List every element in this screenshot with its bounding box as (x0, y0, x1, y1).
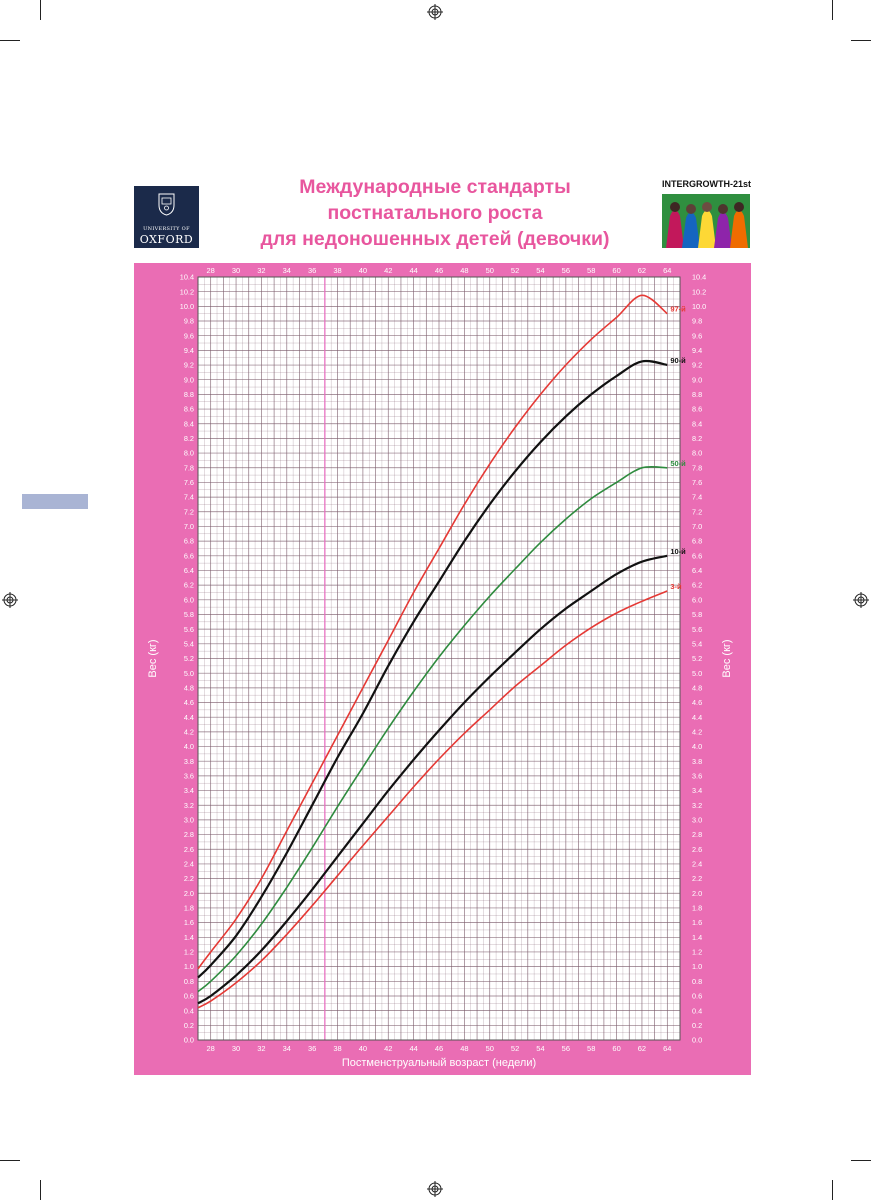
y-tick-label-right: 7.8 (692, 463, 703, 473)
logo-university-of: UNIVERSITY OF (143, 226, 190, 232)
y-tick-label-right: 9.2 (692, 360, 703, 370)
y-tick-label-right: 3.6 (692, 771, 703, 781)
y-tick-label-left: 3.2 (183, 800, 194, 810)
y-tick-label-left: 6.4 (183, 566, 194, 576)
registration-mark-icon (427, 4, 443, 20)
x-tick-label-top: 34 (282, 266, 291, 275)
y-tick-label-right: 0.6 (692, 991, 703, 1001)
x-tick-label-top: 28 (206, 266, 215, 275)
x-tick-label-top: 44 (409, 266, 418, 275)
y-tick-label-left: 8.2 (183, 434, 194, 444)
y-tick-label-right: 0.8 (692, 976, 703, 986)
y-tick-label-right: 2.4 (692, 859, 703, 869)
x-tick-label-bottom: 44 (409, 1044, 418, 1053)
x-tick-label-bottom: 52 (510, 1044, 520, 1053)
series-label: 50-й (670, 458, 686, 468)
y-tick-label-right: 7.6 (692, 478, 703, 488)
x-tick-label-bottom: 42 (384, 1044, 393, 1053)
y-tick-label-right: 8.0 (692, 448, 703, 458)
y-tick-label-left: 1.6 (183, 918, 194, 928)
y-tick-label-left: 9.2 (183, 360, 194, 370)
y-tick-label-left: 8.0 (183, 448, 194, 458)
y-tick-label-left: 5.6 (183, 624, 194, 634)
y-tick-label-left: 4.0 (183, 742, 194, 752)
x-tick-label-top: 58 (587, 266, 596, 275)
y-tick-label-right: 0.0 (692, 1035, 703, 1045)
x-tick-label-bottom: 40 (358, 1044, 368, 1053)
x-tick-label-top: 48 (460, 266, 469, 275)
y-tick-label-left: 2.8 (183, 830, 194, 840)
y-tick-label-left: 8.8 (183, 389, 194, 399)
oxford-crest-icon (158, 192, 175, 216)
y-tick-label-right: 3.8 (692, 756, 703, 766)
y-tick-label-right: 10.2 (692, 287, 707, 297)
y-tick-label-right: 3.4 (692, 786, 703, 796)
y-tick-label-right: 8.6 (692, 404, 703, 414)
chart-frame (134, 263, 751, 1075)
chart-header (120, 166, 751, 258)
y-tick-label-left: 7.6 (183, 478, 194, 488)
y-tick-label-right: 10.0 (692, 301, 707, 311)
series-label: 90-й (670, 356, 686, 366)
y-tick-label-left: 2.2 (183, 874, 194, 884)
y-tick-label-right: 0.2 (692, 1020, 703, 1030)
y-tick-label-right: 4.8 (692, 683, 703, 693)
y-tick-label-right: 4.0 (692, 742, 703, 752)
y-tick-label-right: 6.2 (692, 580, 703, 590)
x-tick-label-bottom: 34 (282, 1044, 291, 1053)
y-tick-label-right: 4.4 (692, 712, 703, 722)
x-tick-label-top: 56 (561, 266, 571, 275)
x-tick-label-bottom: 54 (536, 1044, 545, 1053)
x-tick-label-bottom: 56 (561, 1044, 571, 1053)
x-tick-label-top: 60 (612, 266, 621, 275)
series-label: 3-й (670, 582, 682, 592)
y-tick-label-left: 9.0 (183, 375, 194, 385)
y-tick-label-right: 3.0 (692, 815, 703, 825)
x-tick-label-bottom: 38 (333, 1044, 342, 1053)
y-tick-label-left: 4.4 (183, 712, 194, 722)
x-tick-label-bottom: 30 (231, 1044, 241, 1053)
y-tick-label-right: 6.6 (692, 551, 703, 561)
y-tick-label-left: 7.2 (183, 507, 194, 517)
y-tick-label-right: 10.4 (692, 272, 707, 282)
y-tick-label-left: 5.8 (183, 610, 194, 620)
x-tick-label-bottom: 62 (637, 1044, 647, 1053)
y-tick-label-right: 9.4 (692, 345, 703, 355)
y-tick-label-right: 5.4 (692, 639, 703, 649)
registration-mark-icon (2, 592, 18, 608)
x-tick-label-bottom: 36 (307, 1044, 317, 1053)
y-tick-label-left: 3.8 (183, 756, 194, 766)
logo-oxford: OXFORD (139, 233, 194, 246)
registration-mark-icon (427, 1181, 443, 1197)
y-tick-label-left: 9.6 (183, 331, 194, 341)
x-tick-label-bottom: 60 (612, 1044, 621, 1053)
women-illustration-icon (662, 194, 750, 248)
y-tick-label-left: 2.4 (183, 859, 194, 869)
y-tick-label-right: 7.0 (692, 522, 703, 532)
x-tick-label-top: 52 (510, 266, 520, 275)
y-tick-label-right: 6.0 (692, 595, 703, 605)
y-tick-label-left: 7.4 (183, 492, 194, 502)
x-tick-label-bottom: 28 (206, 1044, 215, 1053)
y-tick-label-left: 0.2 (183, 1020, 194, 1030)
x-tick-label-bottom: 48 (460, 1044, 469, 1053)
x-tick-label-top: 46 (434, 266, 444, 275)
y-tick-label-left: 0.0 (183, 1035, 194, 1045)
x-tick-label-bottom: 50 (485, 1044, 494, 1053)
x-tick-label-top: 54 (536, 266, 545, 275)
crop-mark-icon (832, 1180, 833, 1200)
series-label: 10-й (670, 546, 686, 556)
y-tick-label-right: 5.0 (692, 668, 703, 678)
y-tick-label-right: 8.8 (692, 389, 703, 399)
y-tick-label-right: 2.2 (692, 874, 703, 884)
oxford-logo (134, 186, 199, 248)
y-tick-label-left: 5.0 (183, 668, 194, 678)
y-tick-label-right: 5.6 (692, 624, 703, 634)
y-tick-label-left: 3.0 (183, 815, 194, 825)
x-tick-label-top: 62 (637, 266, 647, 275)
registration-mark-icon (853, 592, 869, 608)
y-axis-label-right: Вес (кг) (721, 639, 733, 678)
crop-mark-icon (832, 0, 833, 20)
x-tick-label-top: 40 (358, 266, 368, 275)
y-tick-label-right: 9.0 (692, 375, 703, 385)
y-tick-label-left: 5.2 (183, 654, 194, 664)
y-tick-label-right: 1.6 (692, 918, 703, 928)
y-tick-label-right: 1.4 (692, 932, 703, 942)
y-tick-label-right: 3.2 (692, 800, 703, 810)
y-tick-label-left: 6.0 (183, 595, 194, 605)
y-tick-label-right: 6.4 (692, 566, 703, 576)
y-tick-label-left: 1.2 (183, 947, 194, 957)
y-tick-label-left: 0.4 (183, 1006, 194, 1016)
x-tick-label-top: 50 (485, 266, 494, 275)
y-tick-label-left: 10.0 (179, 301, 194, 311)
y-tick-label-right: 9.8 (692, 316, 703, 326)
intergrowth-label: INTERGROWTH-21st (662, 179, 752, 189)
y-tick-label-left: 9.8 (183, 316, 194, 326)
y-tick-label-right: 8.2 (692, 434, 703, 444)
y-tick-label-left: 4.2 (183, 727, 194, 737)
y-tick-label-left: 6.6 (183, 551, 194, 561)
y-tick-label-left: 4.8 (183, 683, 194, 693)
x-tick-label-top: 38 (333, 266, 342, 275)
y-tick-label-left: 10.2 (179, 287, 194, 297)
y-tick-label-left: 2.6 (183, 844, 194, 854)
y-tick-label-left: 10.4 (179, 272, 194, 282)
x-tick-label-top: 42 (384, 266, 393, 275)
y-tick-label-right: 5.8 (692, 610, 703, 620)
title-line-3: для недоношенных детей (девочки) (260, 228, 610, 250)
y-tick-label-right: 2.0 (692, 888, 703, 898)
series-label: 97-й (670, 304, 686, 314)
crop-mark-icon (0, 40, 20, 41)
y-tick-label-left: 8.6 (183, 404, 194, 414)
y-tick-label-right: 2.8 (692, 830, 703, 840)
y-tick-label-right: 4.6 (692, 698, 703, 708)
y-tick-label-left: 7.0 (183, 522, 194, 532)
y-tick-label-right: 9.6 (692, 331, 703, 341)
y-tick-label-right: 1.2 (692, 947, 703, 957)
x-tick-label-top: 36 (307, 266, 317, 275)
y-tick-label-right: 8.4 (692, 419, 703, 429)
y-tick-label-left: 9.4 (183, 345, 194, 355)
y-tick-label-left: 0.6 (183, 991, 194, 1001)
y-tick-label-right: 5.2 (692, 654, 703, 664)
x-tick-label-bottom: 46 (434, 1044, 444, 1053)
x-tick-label-top: 30 (231, 266, 241, 275)
y-axis-label-left: Вес (кг) (147, 639, 159, 678)
y-tick-label-right: 7.4 (692, 492, 703, 502)
crop-mark-icon (0, 1160, 20, 1161)
x-tick-label-bottom: 32 (257, 1044, 266, 1053)
x-tick-label-top: 64 (663, 266, 672, 275)
page-title (220, 174, 650, 252)
y-tick-label-left: 4.6 (183, 698, 194, 708)
x-tick-label-bottom: 58 (587, 1044, 596, 1053)
title-line-1: Международные стандарты (299, 176, 571, 198)
title-line-2: постнатального роста (327, 202, 543, 224)
crop-mark-icon (40, 0, 41, 20)
growth-chart (134, 263, 751, 1075)
y-tick-label-right: 2.6 (692, 844, 703, 854)
y-tick-label-left: 0.8 (183, 976, 194, 986)
y-tick-label-left: 8.4 (183, 419, 194, 429)
y-tick-label-left: 1.0 (183, 962, 194, 972)
crop-mark-icon (851, 1160, 871, 1161)
y-tick-label-left: 3.4 (183, 786, 194, 796)
intergrowth-logo (662, 179, 752, 249)
y-tick-label-right: 1.8 (692, 903, 703, 913)
y-tick-label-left: 6.8 (183, 536, 194, 546)
y-tick-label-right: 1.0 (692, 962, 703, 972)
x-tick-label-top: 32 (257, 266, 266, 275)
y-tick-label-left: 2.0 (183, 888, 194, 898)
side-tab-marker (22, 494, 88, 509)
x-tick-label-bottom: 64 (663, 1044, 672, 1053)
crop-mark-icon (851, 40, 871, 41)
y-tick-label-left: 6.2 (183, 580, 194, 590)
x-axis-label: Постменструальный возраст (недели) (341, 1057, 537, 1069)
crop-mark-icon (40, 1180, 41, 1200)
y-tick-label-left: 1.4 (183, 932, 194, 942)
y-tick-label-left: 7.8 (183, 463, 194, 473)
y-tick-label-left: 5.4 (183, 639, 194, 649)
y-tick-label-right: 7.2 (692, 507, 703, 517)
y-tick-label-right: 4.2 (692, 727, 703, 737)
y-tick-label-left: 1.8 (183, 903, 194, 913)
y-tick-label-left: 3.6 (183, 771, 194, 781)
y-tick-label-right: 6.8 (692, 536, 703, 546)
y-tick-label-right: 0.4 (692, 1006, 703, 1016)
